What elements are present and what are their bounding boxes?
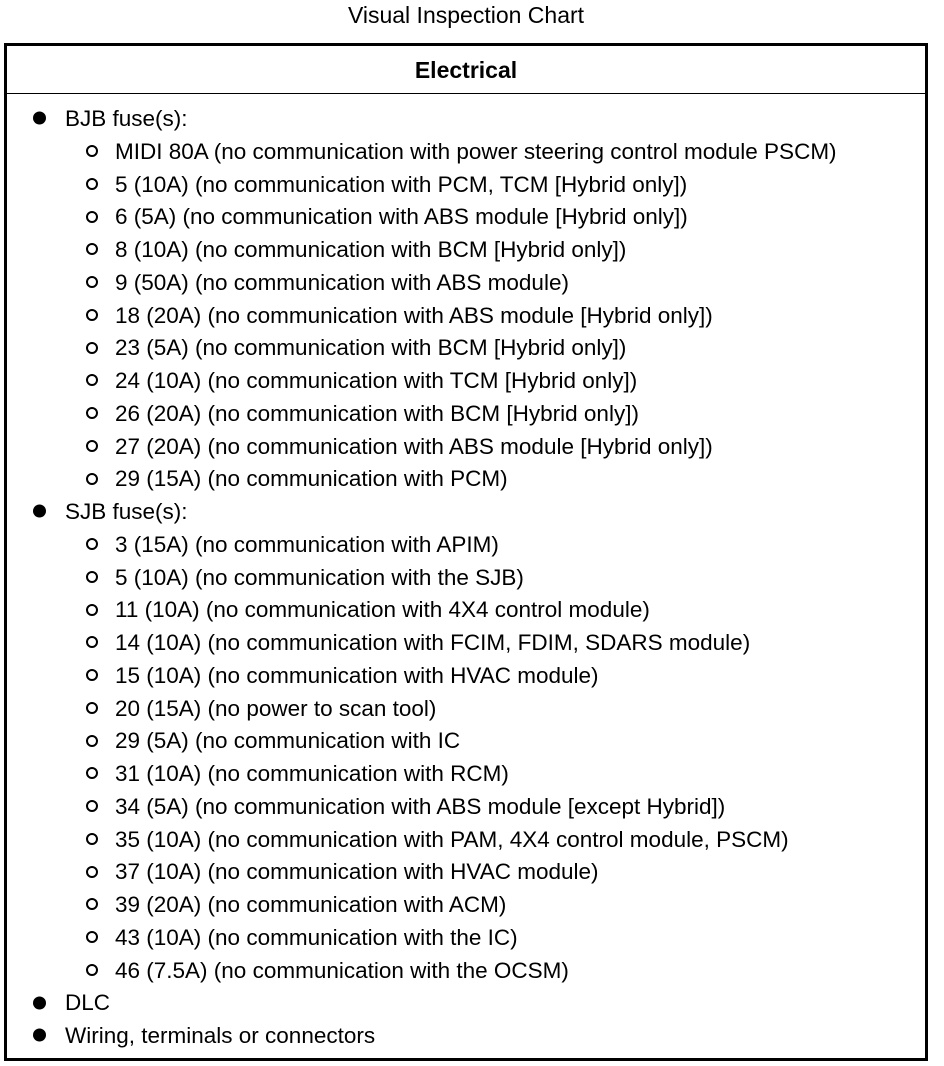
list-item bbox=[7, 1019, 925, 1052]
bullet-circle-icon bbox=[86, 276, 98, 288]
sub-list-item-label: 26 (20A) (no communication with BCM [Hybrid only]) bbox=[115, 400, 639, 426]
sub-list-item-label: 24 (10A) (no communication with TCM [Hybrid only]) bbox=[115, 368, 638, 393]
sub-list-item-label: 8 (10A) (no communication with BCM [Hybrid only]) bbox=[115, 237, 627, 262]
bullet-disc-icon bbox=[33, 1029, 46, 1042]
inspection-chart bbox=[4, 43, 928, 1061]
sub-list-item-label: 5 (10A) (no communication with the SJB) bbox=[115, 564, 524, 590]
sub-list-item bbox=[7, 299, 925, 332]
sub-list-item bbox=[7, 823, 925, 856]
sub-list-item bbox=[7, 528, 925, 561]
sub-list-item-label: 15 (10A) (no communication with HVAC module) bbox=[115, 662, 599, 688]
sub-list-item-label: 46 (7.5A) (no communication with the OCSM) bbox=[115, 957, 569, 983]
sub-list-item bbox=[7, 561, 925, 594]
sub-list-item-label: 18 (20A) (no communication with ABS module [Hybrid only]) bbox=[115, 302, 713, 328]
sub-list-item bbox=[7, 462, 925, 495]
bullet-disc-icon bbox=[33, 505, 46, 518]
bullet-disc-icon bbox=[33, 112, 46, 125]
sub-list-item-label: 35 (10A) (no communication with PAM, 4X4 control module, PSCM) bbox=[115, 826, 789, 852]
sub-list-item-label: 23 (5A) (no communication with BCM [Hybrid only]) bbox=[115, 335, 627, 361]
sub-list-item-label: MIDI 80A (no communication with power steering control module PSCM) bbox=[115, 138, 837, 164]
sub-list-item bbox=[7, 331, 925, 364]
sub-list-item bbox=[7, 659, 925, 692]
bullet-disc-icon bbox=[33, 996, 46, 1009]
sub-list-item bbox=[7, 855, 925, 888]
list-item bbox=[7, 986, 925, 1019]
list-item bbox=[7, 495, 925, 528]
sub-list-item-label: 27 (20A) (no communication with ABS module [Hybrid only]) bbox=[115, 433, 713, 459]
sub-list-item-label: 29 (5A) (no communication with IC bbox=[115, 728, 461, 754]
bullet-circle-icon bbox=[86, 571, 98, 583]
sub-list-item-label: 37 (10A) (no communication with HVAC module) bbox=[115, 859, 599, 885]
bullet-circle-icon bbox=[86, 342, 98, 354]
sub-list-item bbox=[7, 757, 925, 790]
sub-list-item-label: 3 (15A) (no communication with APIM) bbox=[115, 531, 499, 557]
sub-list-item bbox=[7, 921, 925, 954]
list-item-label: DLC bbox=[65, 990, 111, 1016]
sub-list-item-label: 29 (15A) (no communication with PCM) bbox=[115, 466, 508, 492]
sub-list-item-label: 5 (10A) (no communication with PCM, TCM [Hybrid only]) bbox=[115, 171, 688, 197]
sub-list-item bbox=[7, 430, 925, 463]
bullet-circle-icon bbox=[86, 178, 98, 190]
sub-list-item-label: 14 (10A) (no communication with FCIM, FDIM, SDARS module) bbox=[115, 630, 751, 655]
bullet-circle-icon bbox=[86, 604, 98, 616]
bullet-circle-icon bbox=[86, 309, 98, 321]
sub-list-item bbox=[7, 626, 925, 659]
sub-list-item bbox=[7, 790, 925, 823]
sub-list-item bbox=[7, 593, 925, 626]
sub-list-item bbox=[7, 888, 925, 921]
sub-list-item-label: 34 (5A) (no communication with ABS module [except Hybrid]) bbox=[115, 793, 726, 819]
list-item-label: Wiring, terminals or connectors bbox=[65, 1023, 376, 1048]
inspection-list bbox=[7, 94, 925, 1052]
bullet-circle-icon bbox=[86, 374, 98, 386]
bullet-circle-icon bbox=[86, 767, 98, 779]
sub-list-item bbox=[7, 397, 925, 430]
list-item-label: SJB fuse(s): bbox=[65, 499, 188, 524]
category-header: Electrical bbox=[7, 46, 925, 94]
bullet-circle-icon bbox=[86, 669, 98, 681]
bullet-circle-icon bbox=[86, 735, 98, 747]
bullet-circle-icon bbox=[86, 440, 98, 452]
bullet-circle-icon bbox=[86, 243, 98, 255]
bullet-circle-icon bbox=[86, 473, 98, 485]
bullet-circle-icon bbox=[86, 931, 98, 943]
bullet-circle-icon bbox=[86, 833, 98, 845]
sub-list-item bbox=[7, 954, 925, 987]
sub-list-item-label: 9 (50A) (no communication with ABS module) bbox=[115, 269, 569, 295]
bullet-circle-icon bbox=[86, 800, 98, 812]
list-item bbox=[7, 102, 925, 135]
sub-list-item-label: 20 (15A) (no power to scan tool) bbox=[115, 695, 437, 721]
chart-title: Visual Inspection Chart bbox=[347, 2, 585, 28]
sub-list-item bbox=[7, 135, 925, 168]
sub-list-item-label: 43 (10A) (no communication with the IC) bbox=[115, 924, 518, 950]
bullet-circle-icon bbox=[86, 636, 98, 648]
sub-list-item bbox=[7, 266, 925, 299]
bullet-circle-icon bbox=[86, 964, 98, 976]
sub-list-item bbox=[7, 200, 925, 233]
list-item-label: BJB fuse(s): bbox=[65, 106, 188, 131]
bullet-circle-icon bbox=[86, 145, 98, 157]
bullet-circle-icon bbox=[86, 211, 98, 223]
sub-list-item bbox=[7, 233, 925, 266]
sub-list-item-label: 6 (5A) (no communication with ABS module [Hybrid only]) bbox=[115, 204, 688, 230]
sub-list-item bbox=[7, 724, 925, 757]
sub-list-item-label: 39 (20A) (no communication with ACM) bbox=[115, 892, 507, 917]
bullet-circle-icon bbox=[86, 407, 98, 419]
bullet-circle-icon bbox=[86, 702, 98, 714]
bullet-circle-icon bbox=[86, 538, 98, 550]
bullet-circle-icon bbox=[86, 898, 98, 910]
sub-list-item bbox=[7, 364, 925, 397]
sub-list-item-label: 31 (10A) (no communication with RCM) bbox=[115, 761, 509, 786]
sub-list-item bbox=[7, 692, 925, 725]
sub-list-item bbox=[7, 168, 925, 201]
bullet-circle-icon bbox=[86, 866, 98, 878]
sub-list-item-label: 11 (10A) (no communication with 4X4 control module) bbox=[115, 597, 650, 623]
